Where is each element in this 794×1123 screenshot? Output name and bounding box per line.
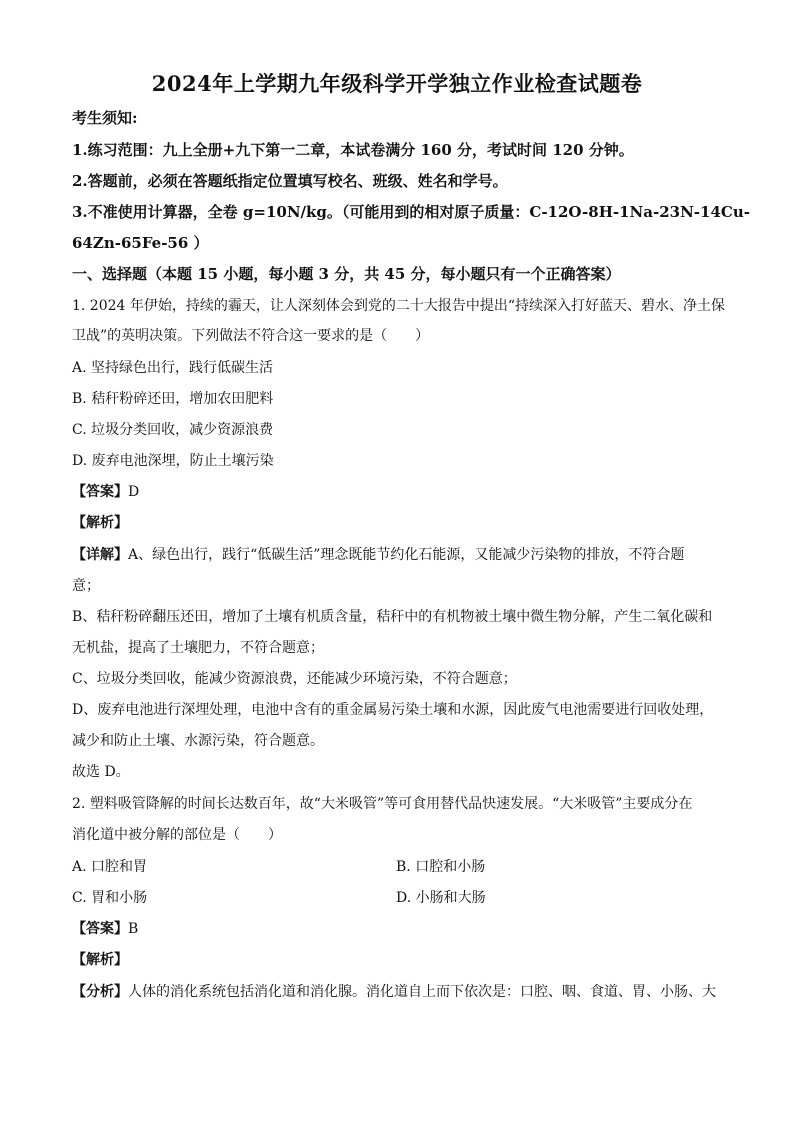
q2-fenxi-line-1 xyxy=(72,982,722,1002)
q2-fenxi-tag: 【分析】 xyxy=(72,984,128,1000)
q1-detail-text-1: A、绿色出行，践行“低碳生活”理念既能节约化石能源，又能减少污染物的排放，不符合题 xyxy=(128,547,685,563)
q1-detail-line-6: D、废弃电池进行深埋处理，电池中含有的重金属易污染土壤和水源，因此废气电池需要进行回收处理， xyxy=(72,702,714,718)
notice-item-3-cont: 64Zn-65Fe-56 ） xyxy=(72,234,209,252)
notice-item-1: 1.练习范围：九上全册+九下第一二章，本试卷满分 160 分，考试时间 120 分钟。 xyxy=(72,141,634,159)
q1-detail-line-4: 无机盐，提高了土壤肥力，不符合题意； xyxy=(72,640,324,656)
q2-option-d: D. 小肠和大肠 xyxy=(396,890,486,906)
q2-option-b: B. 口腔和小肠 xyxy=(396,859,486,875)
q2-answer xyxy=(72,919,722,939)
q1-answer xyxy=(72,482,722,502)
section-heading: 一、选择题（本题 15 小题，每小题 3 分，共 45 分，每小题只有一个正确答案） xyxy=(72,265,621,283)
q2-stem-line-2: 消化道中被分解的部位是（ ） xyxy=(72,827,282,843)
q2-answer-tag: 【答案】 xyxy=(72,921,128,937)
q2-analysis-tag: 【解析】 xyxy=(72,952,128,968)
q1-detail-line-1 xyxy=(72,545,722,565)
q1-option-d: D. 废弃电池深埋，防止土壤污染 xyxy=(72,453,274,469)
q1-analysis-tag: 【解析】 xyxy=(72,515,128,531)
q1-option-c: C. 垃圾分类回收，减少资源浪费 xyxy=(72,422,274,438)
q1-detail-line-7: 减少和防止土壤、水源污染，符合题意。 xyxy=(72,733,324,749)
q1-conclusion: 故选 D。 xyxy=(72,764,130,780)
q2-stem-line-1: 2. 塑料吸管降解的时间长达数百年，故“大米吸管”等可食用替代品快速发展。“大米吸管”主要成分在 xyxy=(72,796,693,812)
q2-option-c: C. 胃和小肠 xyxy=(72,890,148,906)
q1-detail-line-2: 意； xyxy=(72,578,100,594)
notice-item-2: 2.答题前，必须在答题纸指定位置填写校名、班级、姓名和学号。 xyxy=(72,172,508,190)
q1-stem-line-2: 卫战”的英明决策。下列做法不符合这一要求的是（ ） xyxy=(72,328,430,344)
page-title: 2024年上学期九年级科学开学独立作业检查试题卷 xyxy=(151,71,643,96)
notice-heading: 考生须知: xyxy=(72,109,138,127)
q2-answer-value: B xyxy=(128,921,139,937)
q2-option-a: A. 口腔和胃 xyxy=(72,859,148,875)
notice-item-3: 3.不准使用计算器，全卷 g=10N/kg。（可能用到的相对原子质量：C-12O-8H-1Na-23N-14Cu- xyxy=(72,203,750,221)
q1-detail-line-5: C、垃圾分类回收，能减少资源浪费，还能减少环境污染，不符合题意； xyxy=(72,671,517,687)
q1-answer-value: D xyxy=(128,484,140,500)
q1-stem-line-1: 1. 2024 年伊始，持续的霾天，让人深刻体会到党的二十大报告中提出“持续深入打好蓝天、碧水、净土保 xyxy=(72,298,726,314)
q1-answer-tag: 【答案】 xyxy=(72,484,128,500)
q1-detail-line-3: B、秸秆粉碎翻压还田，增加了土壤有机质含量，秸秆中的有机物被土壤中微生物分解，产生二氧化碳和 xyxy=(72,609,713,625)
q2-fenxi-text-1: 人体的消化系统包括消化道和消化腺。消化道自上而下依次是：口腔、咽、食道、胃、小肠、大 xyxy=(128,984,716,1000)
q1-option-b: B. 秸秆粉碎还田，增加农田肥料 xyxy=(72,391,274,407)
q1-option-a: A. 坚持绿色出行，践行低碳生活 xyxy=(72,360,274,376)
q1-detail-tag: 【详解】 xyxy=(72,547,128,563)
